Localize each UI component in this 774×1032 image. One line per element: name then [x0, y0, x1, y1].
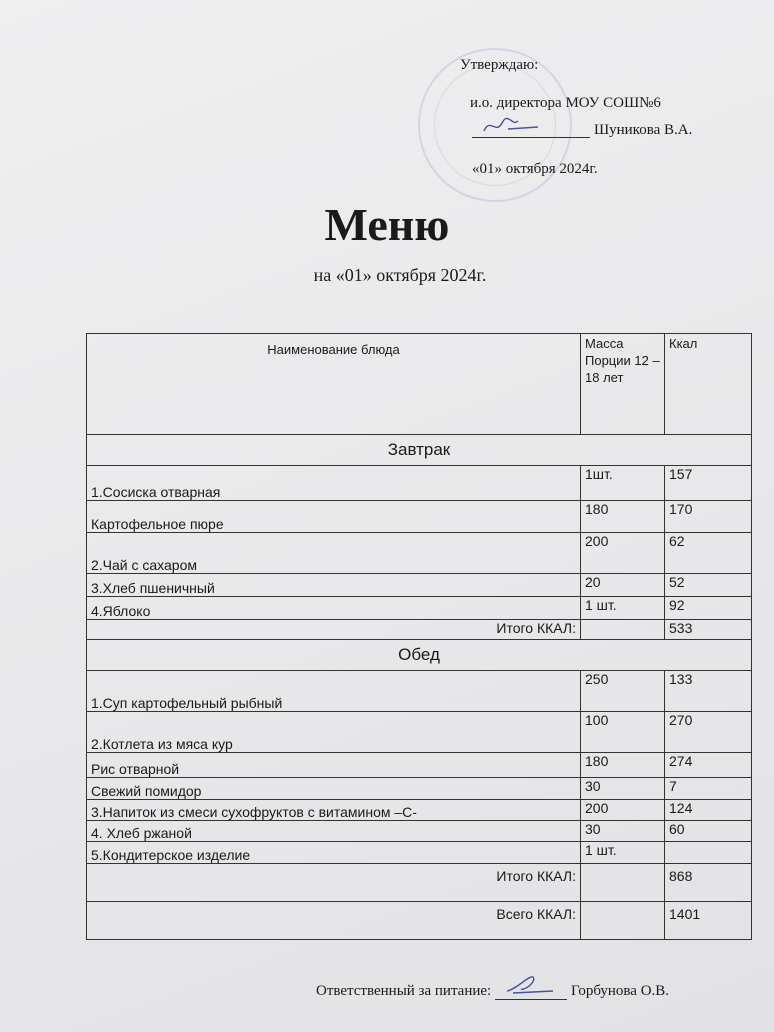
footer-signature-mark — [503, 971, 563, 997]
dish-name: 1.Суп картофельный рыбный — [87, 671, 581, 712]
footer-name: Горбунова О.В. — [570, 983, 670, 999]
dish-name: 2.Котлета из мяса кур — [87, 712, 581, 753]
dish-mass: 200 — [581, 800, 665, 821]
header-kcal: Ккал — [665, 334, 752, 435]
total-label: Итого ККАЛ: — [87, 620, 581, 640]
section-breakfast — [87, 435, 752, 466]
footer-responsible — [316, 983, 669, 1000]
header-mass: Масса Порции 12 – 18 лет — [581, 334, 665, 435]
dish-kcal: 133 — [665, 671, 752, 712]
dish-kcal: 7 — [665, 778, 752, 800]
dish-kcal: 270 — [665, 712, 752, 753]
grand-total-value: 1401 — [665, 902, 752, 940]
dish-kcal: 62 — [665, 533, 752, 574]
dish-name: 3.Хлеб пшеничный — [87, 574, 581, 597]
dish-mass: 100 — [581, 712, 665, 753]
grand-total-row — [87, 902, 752, 940]
dish-kcal: 124 — [665, 800, 752, 821]
dish-kcal: 52 — [665, 574, 752, 597]
footer-signature-line — [495, 983, 567, 1000]
dish-name: Картофельное пюре — [87, 501, 581, 533]
table-row — [87, 842, 752, 864]
breakfast-total-row — [87, 620, 752, 640]
dish-kcal — [665, 842, 752, 864]
total-value: 533 — [665, 620, 752, 640]
dish-mass: 1 шт. — [581, 842, 665, 864]
total-value: 868 — [665, 864, 752, 902]
table-row — [87, 778, 752, 800]
dish-mass: 30 — [581, 821, 665, 842]
grand-total-empty — [581, 902, 665, 940]
dish-kcal: 170 — [665, 501, 752, 533]
table-row — [87, 712, 752, 753]
table-row — [87, 597, 752, 620]
dish-mass: 250 — [581, 671, 665, 712]
dish-kcal: 92 — [665, 597, 752, 620]
dish-mass: 180 — [581, 753, 665, 778]
menu-table — [86, 333, 752, 940]
dish-name: Свежий помидор — [87, 778, 581, 800]
dish-mass: 180 — [581, 501, 665, 533]
signature-line — [472, 121, 590, 138]
table-row — [87, 821, 752, 842]
table-row — [87, 501, 752, 533]
dish-name: 1.Сосиска отварная — [87, 466, 581, 501]
table-header-row — [87, 334, 752, 435]
table-row — [87, 800, 752, 821]
section-lunch — [87, 640, 752, 671]
dish-mass: 30 — [581, 778, 665, 800]
approval-date: «01» октября 2024г. — [472, 161, 598, 177]
dish-mass: 1 шт. — [581, 597, 665, 620]
dish-kcal: 157 — [665, 466, 752, 501]
approval-signature-row — [472, 121, 692, 138]
page-subtitle: на «01» октября 2024г. — [313, 265, 487, 285]
table-row — [87, 466, 752, 501]
total-empty — [581, 864, 665, 902]
table-row — [87, 671, 752, 712]
approval-approve: Утверждаю: — [460, 57, 539, 73]
grand-total-label: Всего ККАЛ: — [87, 902, 581, 940]
header-name: Наименование блюда — [87, 334, 581, 435]
total-empty — [581, 620, 665, 640]
approval-position: и.о. директора МОУ СОШ№6 — [470, 95, 661, 111]
footer-label: Ответственный за питание: — [316, 983, 492, 999]
table-row — [87, 533, 752, 574]
table-row — [87, 753, 752, 778]
dish-mass: 1шт. — [581, 466, 665, 501]
dish-name: 3.Напиток из смеси сухофруктов с витамином –С- — [87, 800, 581, 821]
page-title: Меню — [324, 199, 450, 250]
section-title: Обед — [87, 640, 752, 671]
dish-name: 5.Кондитерское изделие — [87, 842, 581, 864]
dish-name: 4. Хлеб ржаной — [87, 821, 581, 842]
dish-kcal: 60 — [665, 821, 752, 842]
total-label: Итого ККАЛ: — [87, 864, 581, 902]
lunch-total-row — [87, 864, 752, 902]
dish-mass: 200 — [581, 533, 665, 574]
section-title: Завтрак — [87, 435, 752, 466]
dish-name: Рис отварной — [87, 753, 581, 778]
dish-kcal: 274 — [665, 753, 752, 778]
table-row — [87, 574, 752, 597]
dish-mass: 20 — [581, 574, 665, 597]
dish-name: 2.Чай с сахаром — [87, 533, 581, 574]
signature-mark — [478, 113, 548, 139]
dish-name: 4.Яблоко — [87, 597, 581, 620]
approval-name: Шуникова В.А. — [594, 122, 693, 138]
